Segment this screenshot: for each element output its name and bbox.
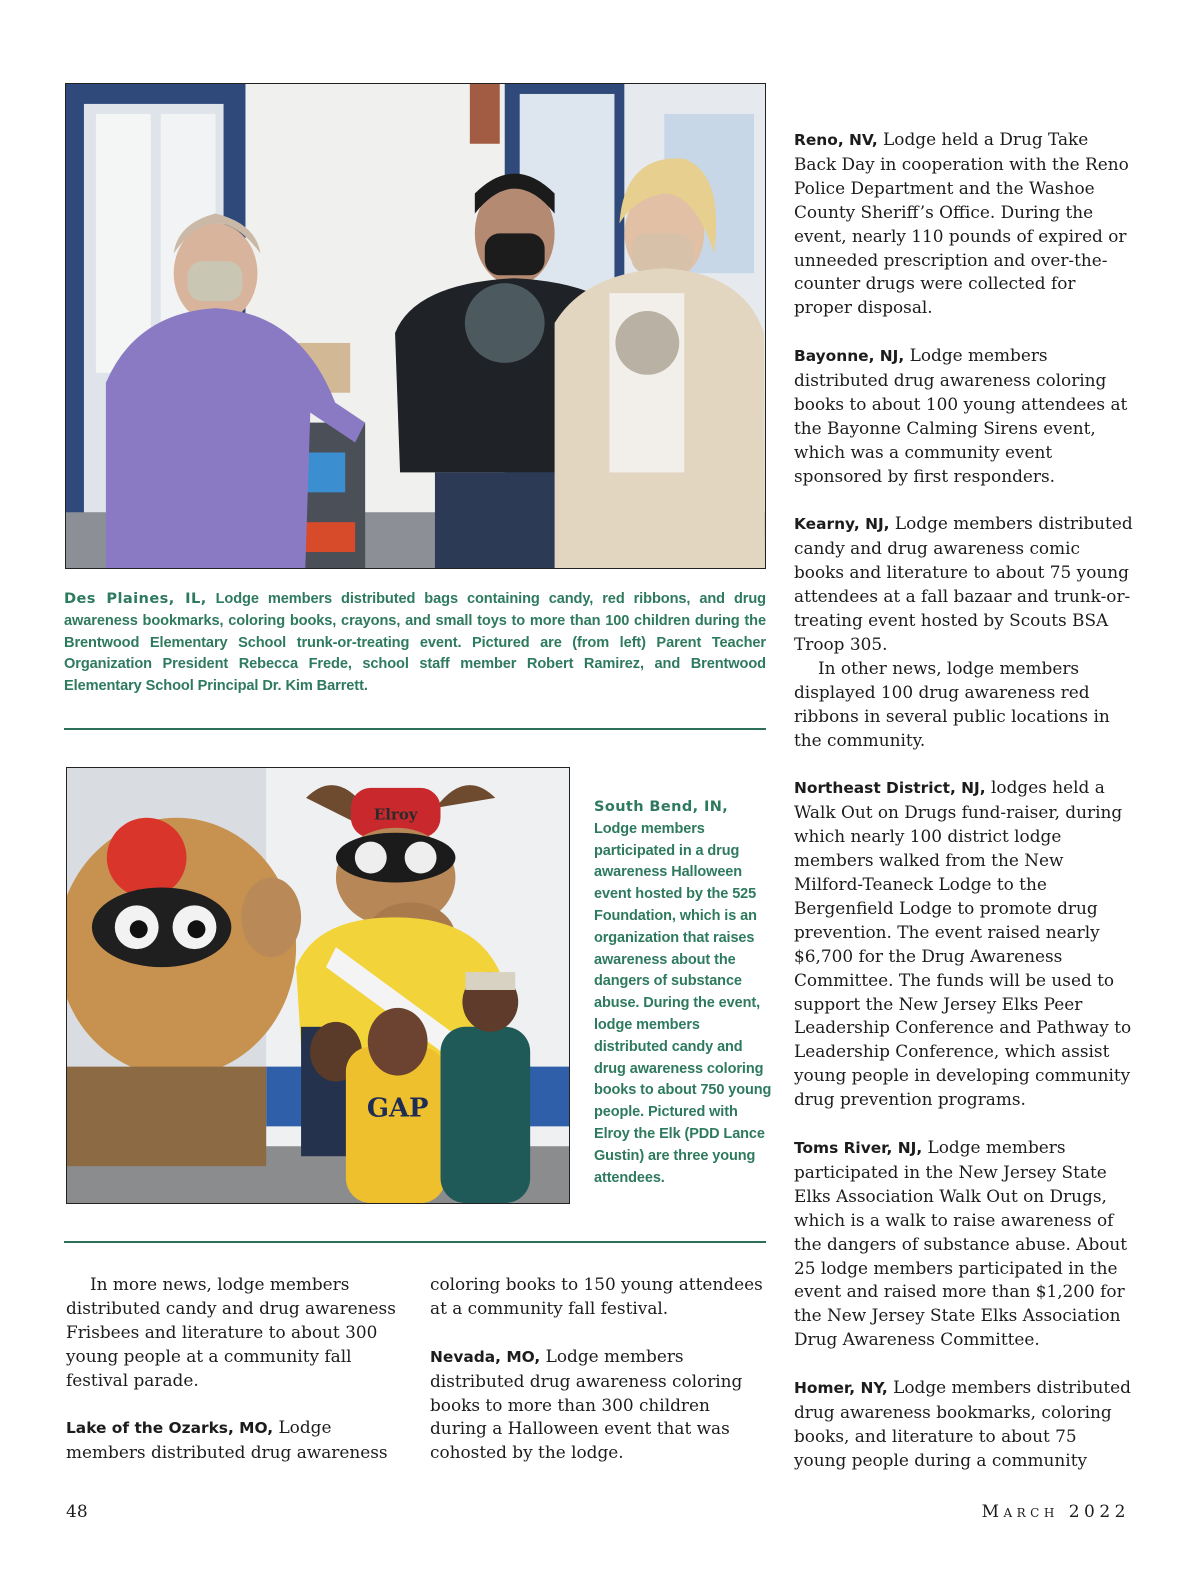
paragraph-text: Lodge members distributed drug awareness coloring books to more than 300 children during a Halloween event that was cohosted by the lodge.: [430, 1345, 743, 1463]
paragraph-kearny: [794, 512, 1134, 656]
paragraph-lead: Homer, NY,: [794, 1379, 888, 1398]
right-column: [794, 128, 1134, 1497]
paragraph: coloring books to 150 young attendees at a community fall festival.: [430, 1274, 763, 1318]
bottom-left-column: [66, 1273, 406, 1489]
paragraph-lead: Bayonne, NJ,: [794, 347, 905, 366]
des-plaines-caption: [64, 588, 766, 698]
paragraph-text: lodges held a Walk Out on Drugs fund-raiser, during which nearly 100 district lodge members walked from the New Milford-Teaneck Lodge to the Bergenfield Lodge to promote drug prevention. The event raised nearly $6,700 for the Drug Awareness Committee. The funds will be used to support the New Jersey Elks Peer Leadership Conference and Pathway to Leadership Conference, which assist young people in developing community drug prevention programs.: [794, 777, 1132, 1110]
paragraph: [430, 1345, 768, 1466]
caption-place: Des Plaines, IL,: [64, 590, 207, 607]
paragraph-text: Lodge members distributed drug awareness: [66, 1417, 388, 1463]
paragraph-reno: [794, 128, 1134, 320]
paragraph-lead: Northeast District, NJ,: [794, 779, 986, 798]
caption-place: South Bend, IN,: [594, 799, 729, 815]
issue-date: March 2022: [981, 1502, 1130, 1522]
paragraph-text: Lodge members distributed drug awareness coloring books to about 100 young attendees at the Bayonne Calming Sirens event, which was a community event sponsored by first responders.: [794, 345, 1128, 486]
sweatshirt-text: GAP: [366, 1093, 429, 1124]
south-bend-caption: [594, 797, 772, 1189]
paragraph-lead: Nevada, MO,: [430, 1347, 541, 1366]
bottom-middle-column: [430, 1273, 768, 1489]
mascot-photo-illustration: [67, 768, 569, 1203]
paragraph-text: Lodge members participated in the New Jersey State Elks Association Walk Out on Drugs, which is a walk to raise awareness of the dangers of substance abuse. About 25 lodge members participated in the event and raised more than $1,200 for the New Jersey State Elks Association Drug Awareness Committee.: [794, 1137, 1128, 1350]
paragraph-bayonne: [794, 344, 1134, 488]
paragraph-lead: Toms River, NJ,: [794, 1139, 923, 1157]
south-bend-photo: [66, 767, 570, 1204]
paragraph-northeast: [794, 776, 1134, 1112]
paragraph-lead: Reno, NV,: [794, 131, 878, 149]
des-plaines-photo: [65, 83, 766, 569]
paragraph-kearny-continued: In other news, lodge members displayed 100 drug awareness red ribbons in several public locations in the community.: [794, 657, 1110, 750]
caption-text: Lodge members distributed bags containing candy, red ribbons, and drug awareness bookmarks, coloring books, crayons, and small toys to more than 100 children during the Brentwood Elementary School trunk-or-treating event. Pictured are (from left) Parent Teacher Organization President Rebecca Frede, school staff member Robert Ramirez, and Brentwood Elementary School Principal Dr. Kim Barrett.: [64, 591, 766, 695]
paragraph-homer: [794, 1376, 1134, 1473]
paragraph-text: Lodge members distributed candy and drug awareness comic books and literature to about 75 young attendees at a fall bazaar and trunk-or-treating event hosted by Scouts BSA Troop 305.: [794, 513, 1133, 654]
section-divider: [64, 728, 766, 730]
section-divider: [64, 1241, 766, 1243]
paragraph-toms-river: [794, 1136, 1134, 1352]
caption-text: Lodge members participated in a drug awareness Halloween event hosted by the 525 Foundation, which is an organization that raises awareness about the dangers of substance abuse. During the event, lodge members distributed candy and drug awareness coloring books to about 750 young people. Pictured with Elroy the Elk (PDD Lance Gustin) are three young attendees.: [594, 820, 772, 1186]
paragraph-lead: Kearny, NJ,: [794, 515, 890, 534]
hat-text: Elroy: [373, 805, 418, 824]
paragraph-text: Lodge held a Drug Take Back Day in cooperation with the Reno Police Department and the Washoe County Sheriff’s Office. During the event, nearly 110 pounds of expired or unneeded prescription and over-the-counter drugs were collected for proper disposal.: [794, 129, 1129, 318]
group-photo-illustration: [66, 84, 765, 568]
paragraph-lead: Lake of the Ozarks, MO,: [66, 1419, 274, 1438]
paragraph: [66, 1416, 406, 1465]
paragraph-text: Lodge members distributed drug awareness bookmarks, coloring books, and literature to about 75 young people during a community: [794, 1377, 1131, 1470]
page-number: 48: [66, 1502, 88, 1522]
paragraph: In more news, lodge members distributed candy and drug awareness Frisbees and literature to about 300 young people at a community fall festival parade.: [66, 1274, 396, 1390]
